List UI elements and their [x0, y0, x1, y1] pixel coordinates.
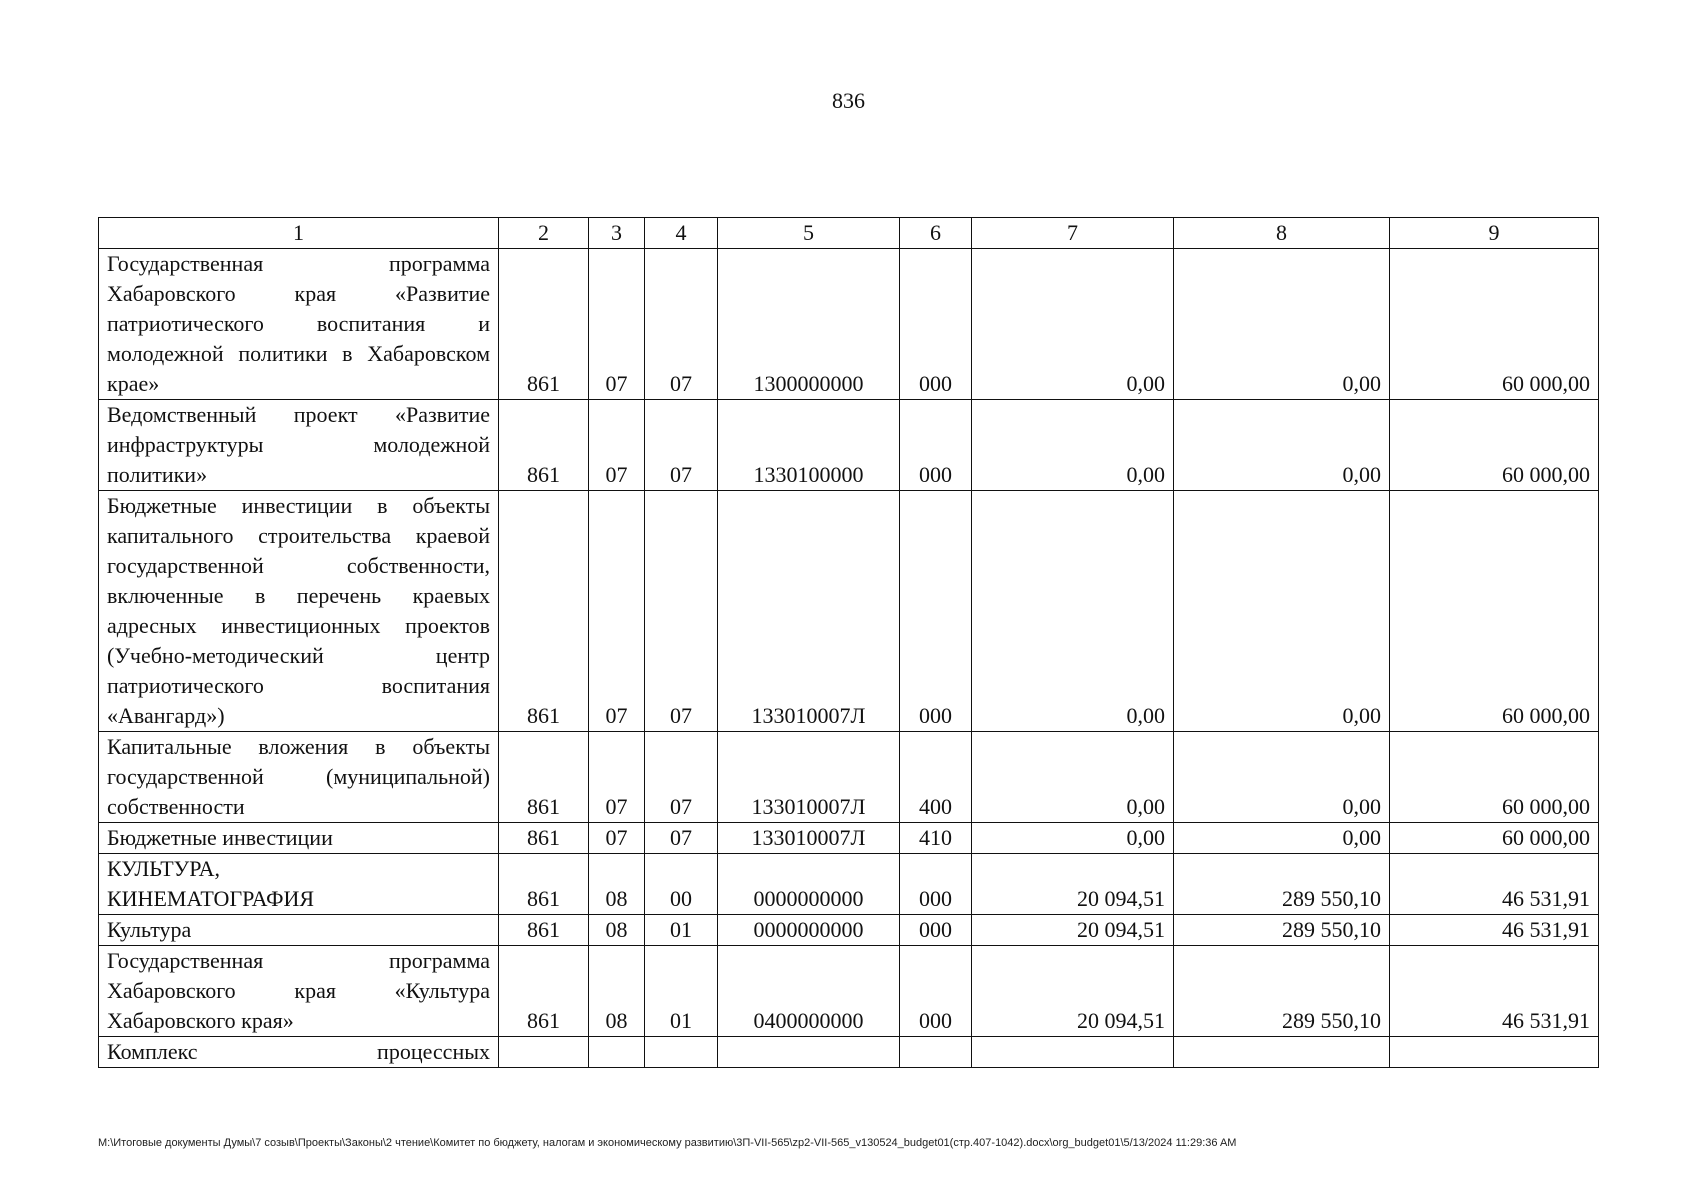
cell-expense-type: 000: [900, 400, 972, 491]
cell-col7: 0,00: [972, 823, 1174, 854]
cell-col9: 60 000,00: [1390, 491, 1599, 732]
cell-section: 08: [589, 915, 645, 946]
table-row: [99, 915, 1599, 946]
row-name-text: КУЛЬТУРА, КИНЕМАТОГРАФИЯ: [107, 856, 315, 911]
cell-expense-type: 400: [900, 732, 972, 823]
cell-target-article: [718, 1037, 900, 1068]
cell-col8: 0,00: [1174, 491, 1390, 732]
cell-section: 07: [589, 491, 645, 732]
cell-subsection: 07: [645, 732, 718, 823]
cell-subsection: 07: [645, 491, 718, 732]
cell-col9: 46 531,91: [1390, 946, 1599, 1037]
row-name: Бюджетные инвестиции в объекты капитального строительства краевой государственной собственности, включенные в перечень краевых адресных инвестиционных проектов (Учебно-методический центр патриотического воспитания «Авангард»): [99, 491, 499, 732]
header-cell-3: 3: [589, 218, 645, 249]
cell-col8: 289 550,10: [1174, 915, 1390, 946]
table-row: [99, 854, 1599, 915]
cell-section: 07: [589, 400, 645, 491]
cell-expense-type: 000: [900, 249, 972, 400]
row-name: [99, 854, 499, 915]
header-cell-6: 6: [900, 218, 972, 249]
cell-section: 07: [589, 732, 645, 823]
page-number: 836: [832, 88, 865, 113]
cell-section: 08: [589, 854, 645, 915]
row-name: Культура: [99, 915, 499, 946]
cell-subsection: 07: [645, 400, 718, 491]
cell-col8: 289 550,10: [1174, 946, 1390, 1037]
table-row: [99, 946, 1599, 1037]
cell-subsection: 07: [645, 249, 718, 400]
cell-col9: 46 531,91: [1390, 915, 1599, 946]
cell-expense-type: 000: [900, 854, 972, 915]
cell-expense-type: 410: [900, 823, 972, 854]
cell-col7: 0,00: [972, 249, 1174, 400]
cell-expense-type: 000: [900, 915, 972, 946]
cell-col7: 0,00: [972, 491, 1174, 732]
row-name: Капитальные вложения в объекты государственной (муниципальной) собственности: [99, 732, 499, 823]
cell-ministry: 861: [499, 249, 589, 400]
cell-section: 07: [589, 823, 645, 854]
table-row: [99, 249, 1599, 400]
table-row: [99, 400, 1599, 491]
cell-ministry: 861: [499, 400, 589, 491]
header-cell-5: 5: [718, 218, 900, 249]
cell-col9: 60 000,00: [1390, 732, 1599, 823]
cell-ministry: 861: [499, 946, 589, 1037]
header-cell-7: 7: [972, 218, 1174, 249]
cell-subsection: 07: [645, 823, 718, 854]
cell-ministry: 861: [499, 854, 589, 915]
header-row: [99, 218, 1599, 249]
cell-col7: 0,00: [972, 732, 1174, 823]
cell-target-article: 133010007Л: [718, 491, 900, 732]
cell-ministry: 861: [499, 915, 589, 946]
cell-col7: 0,00: [972, 400, 1174, 491]
budget-table: [98, 217, 1599, 1068]
cell-target-article: 0000000000: [718, 854, 900, 915]
cell-subsection: 00: [645, 854, 718, 915]
header-cell-8: 8: [1174, 218, 1390, 249]
table-row: [99, 823, 1599, 854]
row-name: Бюджетные инвестиции: [99, 823, 499, 854]
cell-target-article: 1300000000: [718, 249, 900, 400]
header-cell-9: 9: [1390, 218, 1599, 249]
cell-expense-type: 000: [900, 491, 972, 732]
cell-ministry: [499, 1037, 589, 1068]
cell-subsection: 01: [645, 915, 718, 946]
cell-ministry: 861: [499, 491, 589, 732]
cell-target-article: 1330100000: [718, 400, 900, 491]
table-row: [99, 491, 1599, 732]
cell-col7: 20 094,51: [972, 946, 1174, 1037]
table-row: [99, 1037, 1599, 1068]
cell-expense-type: [900, 1037, 972, 1068]
cell-col9: [1390, 1037, 1599, 1068]
cell-col8: 0,00: [1174, 249, 1390, 400]
cell-target-article: 133010007Л: [718, 732, 900, 823]
cell-col8: 0,00: [1174, 732, 1390, 823]
cell-section: 08: [589, 946, 645, 1037]
row-name: Государственная программа Хабаровского края «Развитие патриотического воспитания и молодежной политики в Хабаровском крае»: [99, 249, 499, 400]
cell-col7: [972, 1037, 1174, 1068]
cell-ministry: 861: [499, 823, 589, 854]
row-name: Ведомственный проект «Развитие инфраструктуры молодежной политики»: [99, 400, 499, 491]
cell-section: 07: [589, 249, 645, 400]
cell-section: [589, 1037, 645, 1068]
cell-col7: 20 094,51: [972, 854, 1174, 915]
cell-target-article: 0400000000: [718, 946, 900, 1037]
cell-col8: 289 550,10: [1174, 854, 1390, 915]
cell-col9: 46 531,91: [1390, 854, 1599, 915]
cell-target-article: 0000000000: [718, 915, 900, 946]
cell-col9: 60 000,00: [1390, 823, 1599, 854]
cell-subsection: 01: [645, 946, 718, 1037]
cell-ministry: 861: [499, 732, 589, 823]
cell-col8: 0,00: [1174, 823, 1390, 854]
cell-subsection: [645, 1037, 718, 1068]
row-name: Комплекс процессных: [99, 1037, 499, 1068]
cell-expense-type: 000: [900, 946, 972, 1037]
cell-col7: 20 094,51: [972, 915, 1174, 946]
file-path-footer: M:\Итоговые документы Думы\7 созыв\Проекты\Законы\2 чтение\Комитет по бюджету, налогам и экономическому развитию\3П-VII-565\zp2-VII-565_v130524_budget01(стр.407-1042).docx\org_budget01\5/13/2024 11:29:36 AM: [98, 1137, 1237, 1149]
table-row: [99, 732, 1599, 823]
row-name: Государственная программа Хабаровского края «Культура Хабаровского края»: [99, 946, 499, 1037]
cell-col9: 60 000,00: [1390, 400, 1599, 491]
header-cell-2: 2: [499, 218, 589, 249]
cell-col8: [1174, 1037, 1390, 1068]
header-cell-4: 4: [645, 218, 718, 249]
cell-target-article: 133010007Л: [718, 823, 900, 854]
header-cell-1: 1: [99, 218, 499, 249]
cell-col9: 60 000,00: [1390, 249, 1599, 400]
cell-col8: 0,00: [1174, 400, 1390, 491]
